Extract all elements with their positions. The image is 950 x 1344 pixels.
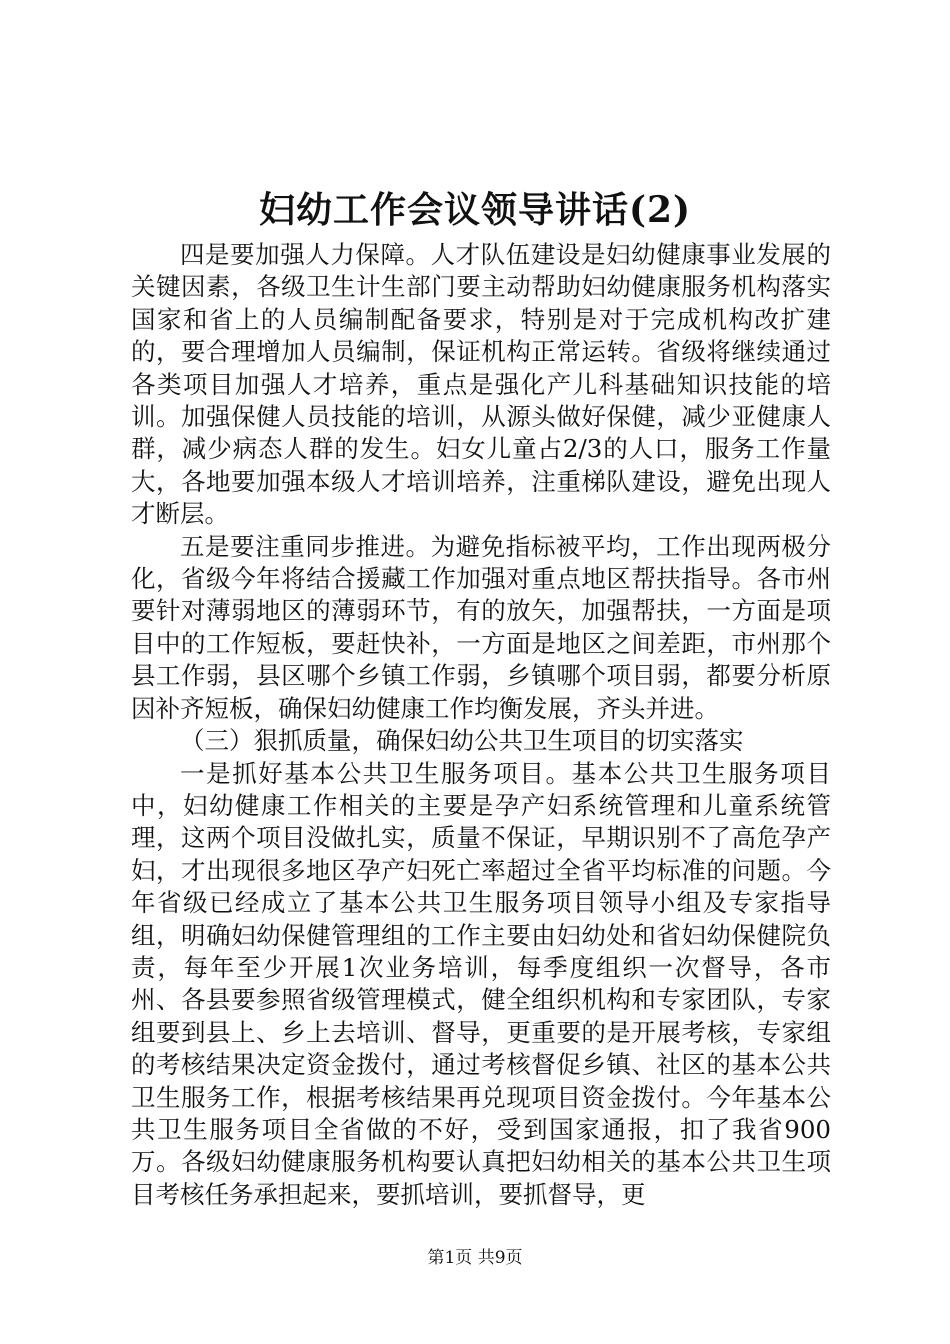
paragraph-public-health-projects: 一是抓好基本公共卫生服务项目。基本公共卫生服务项目中，妇幼健康工作相关的主要是孕产妇系统管理和儿童系统管理，这两个项目没做扎实，质量不保证，早期识别不了高危孕产妇，才出现很多地区孕产妇死亡率超过全省平均标准的问题。今年省级已经成立了基本公共卫生服务项目领导小组及专家指导组，明确妇幼保健管理组的工作主要由妇幼处和省妇幼保健院负责，每年至少开展1次业务培训，每季度组织一次督导，各市州、各县要参照省级管理模式，健全组织机构和专家团队，专家组要到县上、乡上去培训、督导，更重要的是开展考核，专家组的考核结果决定资金拨付，通过考核督促乡镇、社区的基本公共卫生服务工作，根据考核结果再兑现项目资金拨付。今年基本公共卫生服务项目全省做的不好，受到国家通报，扣了我省900万。各级妇幼健康服务机构要认真把妇幼相关的基本公共卫生项目考核任务承担起来，要抓培训，要抓督导，更 bbox=[131, 758, 831, 1209]
section-heading-quality: （三）狠抓质量，确保妇幼公共卫生项目的切实落实 bbox=[180, 726, 744, 756]
page-number-footer: 第1页 共9页 bbox=[427, 1248, 523, 1268]
document-body bbox=[131, 239, 831, 1211]
page-title: 妇幼工作会议领导讲话(2) bbox=[258, 189, 692, 231]
paragraph-human-resources: 四是要加强人力保障。人才队伍建设是妇幼健康事业发展的关键因素，各级卫生计生部门要主动帮助妇幼健康服务机构落实国家和省上的人员编制配备要求，特别是对于完成机构改扩建的，要合理增加人员编制，保证机构正常运转。省级将继续通过各类项目加强人才培养，重点是强化产儿科基础知识技能的培训。加强保健人员技能的培训，从源头做好保健，减少亚健康人群，减少病态人群的发生。妇女儿童占2/3的人口，服务工作量大，各地要加强本级人才培训培养，注重梯队建设，避免出现人才断层。 bbox=[131, 240, 831, 529]
paragraph-synchronized-progress: 五是要注重同步推进。为避免指标被平均，工作出现两极分化，省级今年将结合援藏工作加强对重点地区帮扶指导。各市州要针对薄弱地区的薄弱环节，有的放矢，加强帮扶，一方面是项目中的工作短板，要赶快补，一方面是地区之间差距，市州那个县工作弱，县区哪个乡镇工作弱，乡镇哪个项目弱，都要分析原因补齐短板，确保妇幼健康工作均衡发展，齐头并进。 bbox=[131, 531, 831, 723]
